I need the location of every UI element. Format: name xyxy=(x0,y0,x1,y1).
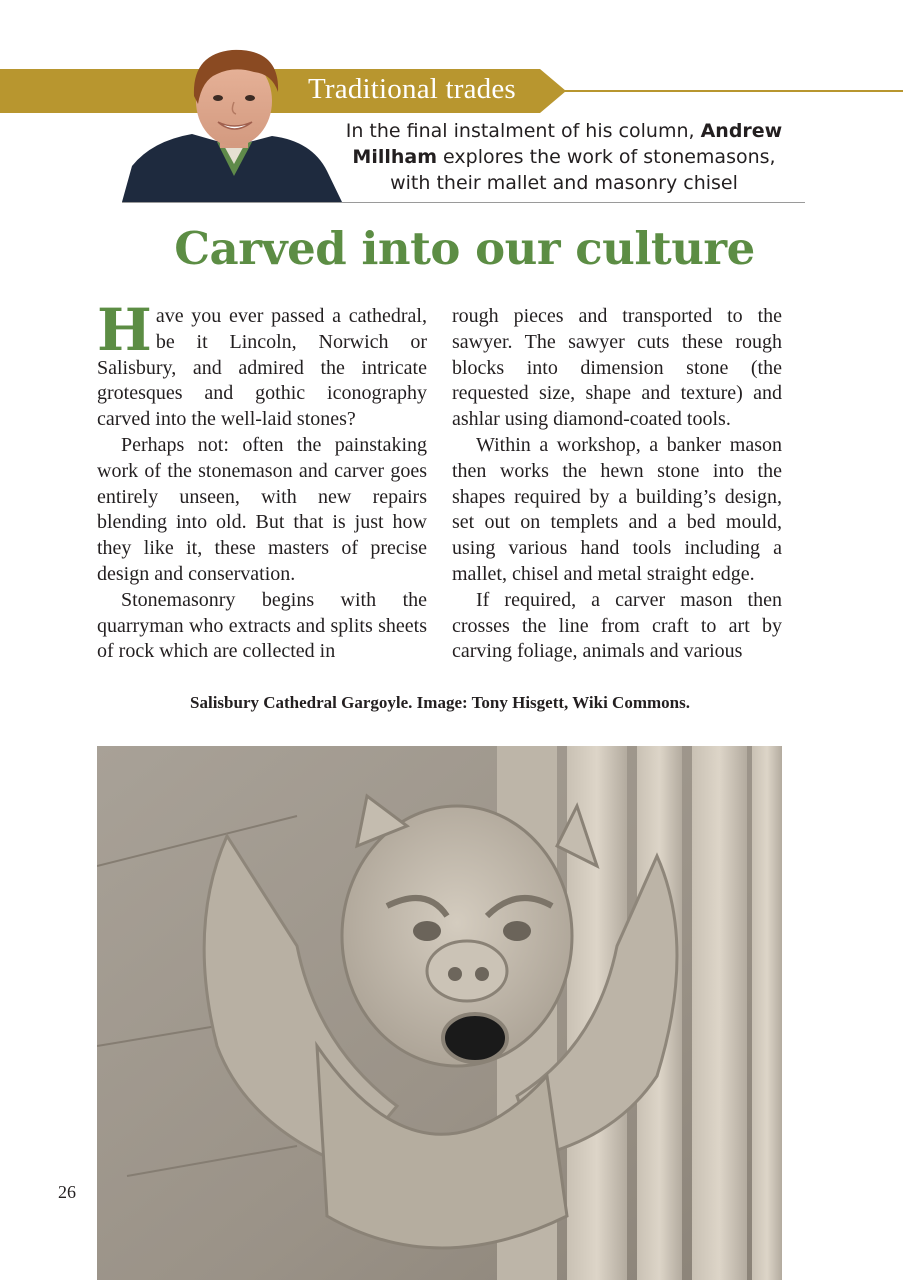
header-divider xyxy=(122,202,805,203)
paragraph xyxy=(97,296,427,433)
paragraph: Stonemasonry begins with the quarryman who extracts and splits sheets of rock which are collected in xyxy=(97,588,427,663)
standfirst-prefix: In the final instalment of his column, xyxy=(345,120,701,142)
banner-rule xyxy=(560,90,903,92)
article-headline: Carved into our culture xyxy=(174,222,755,275)
drop-cap: H xyxy=(97,296,152,364)
body-column-left xyxy=(97,296,427,665)
paragraph: rough pieces and transported to the sawyer. The sawyer cuts these rough blocks into dimension stone (the requested size, shape and texture) and ashlar using diamond-coated tools. xyxy=(452,305,782,431)
paragraph: Within a workshop, a banker mason then works the hewn stone into the shapes required by a building’s design, set out on templets and a bed mould, using various hand tools including a mallet, chisel and metal straight edge. xyxy=(452,433,782,585)
figure-caption: Salisbury Cathedral Gargoyle. Image: Tony Hisgett, Wiki Commons. xyxy=(190,693,690,712)
section-label: Traditional trades xyxy=(308,73,516,105)
author-portrait xyxy=(122,46,348,202)
standfirst xyxy=(330,118,798,196)
body-column-right xyxy=(452,304,782,665)
page-number: 26 xyxy=(58,1182,76,1202)
paragraph: If required, a carver mason then crosses the line from craft to art by carving foliage, animals and various xyxy=(452,588,782,663)
paragraph-text: ave you ever passed a cathedral, be it Lincoln, Norwich or Salisbury, and admired the intricate grotesques and gothic iconography carved into the well-laid stones? xyxy=(97,305,427,431)
paragraph: Perhaps not: often the painstaking work of the stonemason and carver goes entirely unseen, with new repairs blending into old. But that is just how they like it, these masters of precise design and conservation. xyxy=(97,433,427,585)
standfirst-suffix: explores the work of stonemasons, with their mallet and masonry chisel xyxy=(390,146,776,194)
author-name: Andrew Millham xyxy=(352,120,783,168)
gargoyle-photo xyxy=(97,746,782,1280)
